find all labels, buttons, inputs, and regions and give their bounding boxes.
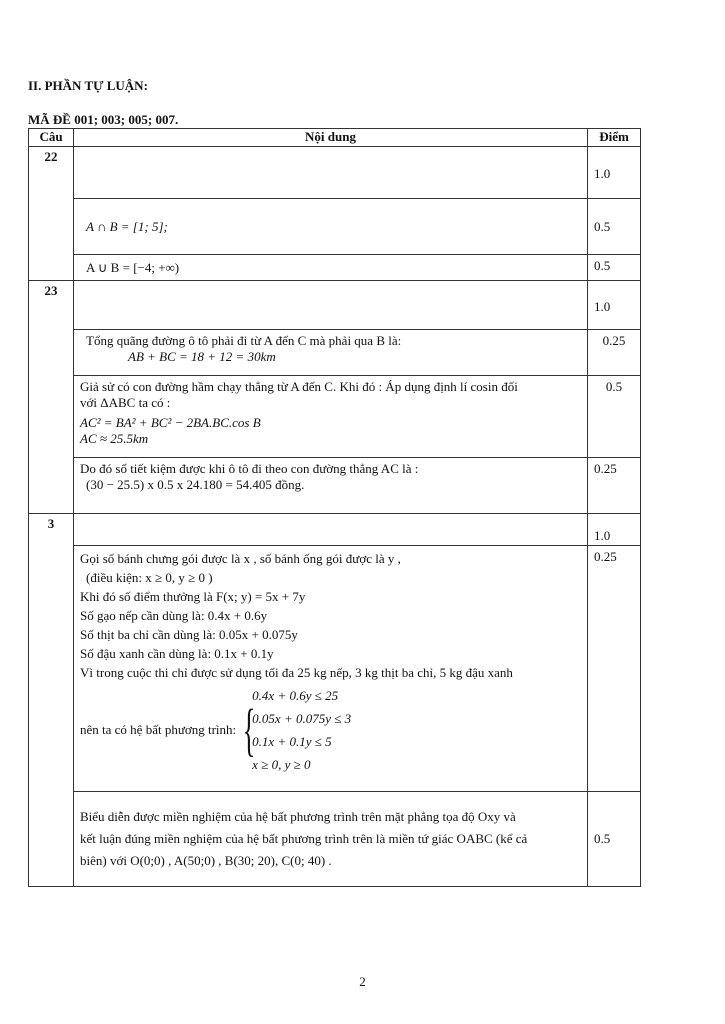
score-cell	[588, 458, 641, 514]
answer-content	[74, 330, 588, 376]
answer-table	[28, 128, 641, 887]
page-number: 2	[359, 974, 366, 989]
question-number: 22	[29, 147, 74, 281]
score-value: 0.25	[594, 549, 617, 564]
answer-content	[74, 458, 588, 514]
brace-icon: {	[242, 697, 256, 762]
table-row	[29, 376, 641, 458]
answer-formula: AB + BC = 18 + 12 = 30km	[128, 349, 276, 364]
score-cell	[588, 376, 641, 458]
answer-line: A ∩ B = [1; 5];	[86, 218, 168, 234]
answer-content	[74, 199, 588, 255]
inequality-system	[80, 684, 581, 776]
score-cell	[588, 330, 641, 376]
answer-formula: AC ≈ 25.5km	[80, 431, 149, 446]
section-title: II. PHẦN TỰ LUẬN:	[28, 78, 148, 93]
header-noi-dung: Nội dung	[74, 129, 588, 147]
system-inequality: 0.1x + 0.1y ≤ 5	[252, 734, 332, 749]
score-value: 0.5	[594, 218, 611, 234]
table-row	[29, 330, 641, 376]
system-label: nên ta có hệ bất phương trình:	[80, 722, 237, 737]
score-cell	[588, 514, 641, 546]
table-row	[29, 514, 641, 546]
table-row	[29, 199, 641, 255]
score-cell	[588, 255, 641, 281]
system-inequality: x ≥ 0, y ≥ 0	[252, 757, 311, 772]
answer-line: Tổng quãng đường ô tô phải đi từ A đến C mà phải qua B là:	[86, 333, 402, 348]
table-row	[29, 281, 641, 330]
answer-line: (30 − 25.5) x 0.5 x 24.180 = 54.405 đồng.	[86, 477, 305, 492]
answer-line: Số gạo nếp cần dùng là: 0.4x + 0.6y	[80, 608, 268, 623]
question-number: 23	[29, 281, 74, 514]
score-value: 0.5	[594, 831, 611, 846]
score-value: 0.5	[605, 379, 623, 394]
answer-line: Do đó số tiết kiệm được khi ô tô đi theo con đường thẳng AC là :	[80, 461, 419, 476]
system-inequality: 0.4x + 0.6y ≤ 25	[252, 688, 339, 703]
answer-line: (điều kiện: x ≥ 0, y ≥ 0 )	[86, 570, 213, 585]
table-row	[29, 546, 641, 792]
header-diem: Điểm	[588, 129, 641, 147]
answer-line: Gọi số bánh chưng gói được là x , số bánh ống gói được là y ,	[80, 551, 401, 566]
table-row	[29, 458, 641, 514]
table-row	[29, 255, 641, 281]
score-value: 1.0	[594, 166, 611, 181]
answer-content	[74, 792, 588, 887]
answer-line: A ∪ B = [−4; +∞)	[86, 259, 180, 275]
answer-content	[74, 376, 588, 458]
answer-content	[74, 147, 588, 199]
answer-line: kết luận đúng miền nghiệm của hệ bất phương trình trên là miền tứ giác OABC (kể cả	[80, 831, 528, 846]
exam-code-line: MÃ ĐỀ 001; 003; 005; 007.	[28, 112, 179, 127]
answer-line: với ΔABC ta có :	[80, 395, 171, 410]
score-value: 0.25	[602, 333, 626, 348]
answer-content	[74, 546, 588, 792]
score-value: 0.25	[594, 461, 617, 476]
score-cell	[588, 281, 641, 330]
table-row	[29, 147, 641, 199]
score-value: 0.5	[594, 258, 611, 273]
answer-formula: AC² = BA² + BC² − 2BA.BC.cos B	[80, 415, 261, 430]
score-cell	[588, 792, 641, 887]
table-row	[29, 792, 641, 887]
answer-line: Số thịt ba chỉ cần dùng là: 0.05x + 0.075y	[80, 627, 298, 642]
answer-line: biên) với O(0;0) , A(50;0) , B(30; 20), C(0; 40) .	[80, 853, 332, 868]
score-value: 1.0	[594, 528, 611, 543]
header-cau: Câu	[29, 129, 74, 147]
score-cell	[588, 546, 641, 792]
answer-line: Khi đó số điểm thưởng là F(x; y) = 5x + 7y	[80, 589, 306, 604]
score-cell	[588, 147, 641, 199]
answer-content	[74, 281, 588, 330]
question-number: 3	[29, 514, 74, 887]
system-lines	[252, 684, 351, 776]
answer-line: Giả sử có con đường hầm chạy thẳng từ A đến C. Khi đó : Áp dụng định lí cosin đối	[80, 379, 518, 394]
system-inequality: 0.05x + 0.075y ≤ 3	[252, 711, 352, 726]
answer-line: Số đậu xanh cần dùng là: 0.1x + 0.1y	[80, 646, 274, 661]
answer-content	[74, 514, 588, 546]
answer-line: Vì trong cuộc thi chỉ được sử dụng tối đa 25 kg nếp, 3 kg thịt ba chỉ, 5 kg đậu xanh	[80, 665, 513, 680]
table-header-row	[29, 129, 641, 147]
score-value: 1.0	[594, 299, 611, 314]
answer-content	[74, 255, 588, 281]
score-cell	[588, 199, 641, 255]
answer-line: Biểu diễn được miền nghiệm của hệ bất phương trình trên mặt phẳng tọa độ Oxy và	[80, 809, 516, 824]
